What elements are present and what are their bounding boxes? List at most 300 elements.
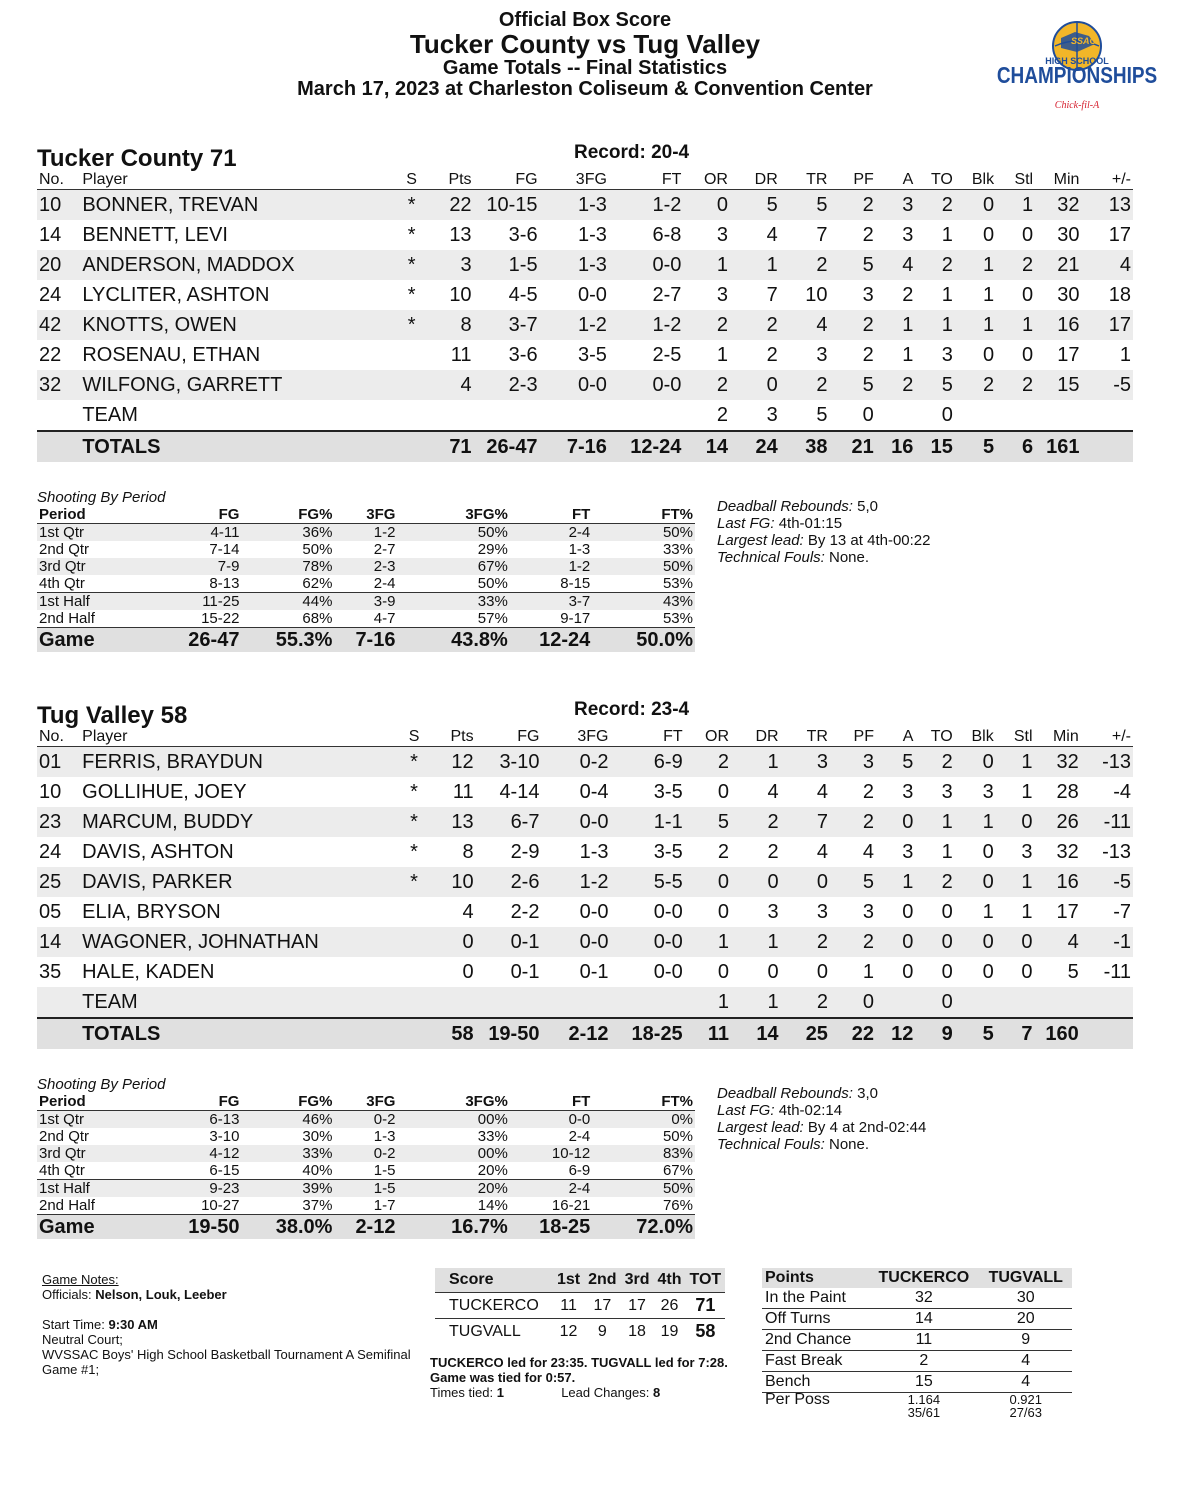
stat-cell: 1 [941,840,953,863]
totals-cell: 14 [683,431,730,462]
shooting-cell: 1st Qtr [37,524,169,542]
score-by-period-table [435,1268,725,1344]
shooting-cell: 29% [477,541,508,558]
stat-cell: 4 [876,250,916,280]
shooting-cell: 1-3 [373,1128,396,1145]
note-label: Largest lead: [717,532,804,549]
stat-cell: 3-7 [474,310,540,340]
game-date-venue: March 17, 2023 at Charleston Coliseum & Convention Center [297,78,873,101]
stat-cell: 15 [1035,370,1081,400]
stat-cell: 0 [876,927,915,957]
stat-cell: 2 [915,867,954,897]
stat-cell: 0 [955,190,996,221]
points-column-header: TUCKERCO [868,1268,979,1288]
per-poss-value: 1.164 [907,1392,941,1407]
stat-cell: 0 [731,867,781,897]
stat-cell: 32 [37,370,80,400]
totals-cell: 6 [996,431,1035,462]
stat-cell: 14 [39,223,62,246]
score-cell: 71 [685,1293,725,1319]
stat-cell: 3 [830,747,876,778]
points-cell: 11 [868,1330,979,1351]
stat-cell: 0 [717,900,730,923]
stat-cell: 42 [37,310,80,340]
shooting-caption: Shooting By Period [37,1076,166,1093]
stat-cell: 1-2 [540,310,609,340]
score-cell: 17 [584,1293,620,1319]
shooting-cell: 67% [662,1162,693,1179]
totals-cell: 19-50 [476,1018,542,1049]
stat-cell: 4 [862,840,874,863]
stat-cell: 5 [816,403,828,426]
stat-cell: GOLLIHUE, JOEY [82,780,247,803]
stat-cell: 23 [37,807,80,837]
shooting-cell: 0-2 [334,1145,397,1162]
totals-cell: 21 [829,431,875,462]
shooting-game-cell: 16.7% [397,1215,509,1240]
stat-cell: 8 [462,840,474,863]
stat-cell: 0 [685,867,731,897]
totals-cell [37,1018,80,1049]
score-row [435,1293,725,1319]
player-row [37,867,1133,897]
stat-cell: 5-5 [610,867,684,897]
stat-cell: 5 [829,250,875,280]
shooting-cell: 11-25 [169,593,242,611]
shooting-column-header: FT [510,506,592,524]
totals-cell: 11 [685,1018,731,1049]
shooting-cell: 2nd Half [39,610,95,627]
box-score-table [37,728,1133,1049]
points-cell: 14 [868,1309,979,1330]
stat-cell: LYCLITER, ASHTON [82,283,270,306]
column-header: Pts [427,171,473,190]
column-header: Blk [955,171,996,190]
shooting-cell: 1-7 [373,1197,396,1214]
note-line [717,1085,926,1102]
shooting-cell: 3rd Qtr [37,1145,169,1162]
shooting-table [37,506,695,652]
column-header: A [876,728,915,747]
stat-cell [399,927,430,957]
stat-cell: 3-5 [578,343,607,366]
stat-cell: 1 [915,807,954,837]
game-notes [42,1272,422,1377]
stat-cell: 1 [982,900,994,923]
player-row [37,897,1133,927]
stat-cell: 3 [781,747,830,778]
stat-cell: 3 [716,283,728,306]
totals-cell: 15 [915,431,955,462]
stat-cell: 2 [683,370,730,400]
shooting-row [37,1111,695,1129]
column-header: A [876,171,916,190]
stat-cell: 3 [716,223,728,246]
note-value: 5,0 [852,498,878,515]
stat-cell: 0-1 [510,960,540,983]
stat-cell: 30 [1057,283,1080,306]
stat-cell: 16 [1035,310,1081,340]
stat-cell: 4 [816,840,828,863]
column-header: Pts [429,728,475,747]
points-cell: 15 [868,1372,979,1393]
totals-cell: 7 [996,1018,1035,1049]
stat-cell: 30 [1057,223,1080,246]
shooting-cell: 0-0 [510,1111,592,1129]
stat-cell: 5 [876,747,915,778]
stat-cell: 3 [862,283,874,306]
column-header: DR [730,171,780,190]
stat-cell: 3 [982,780,994,803]
stat-cell: 32 [1035,190,1081,221]
stat-cell: 0 [1021,960,1033,983]
points-breakdown-table [762,1268,1072,1419]
shooting-cell: 50% [302,541,333,558]
report-header [200,10,970,100]
totals-cell: TOTALS [80,431,396,462]
totals-cell [396,431,427,462]
stat-cell: 1 [685,987,731,1018]
stat-cell: 7 [781,807,830,837]
stat-cell [396,400,427,431]
officials: Nelson, Louk, Leeber [95,1287,227,1302]
stat-cell: 0-0 [579,900,609,923]
shooting-cell: 50% [592,558,695,575]
svg-text:HIGH SCHOOL: HIGH SCHOOL [1045,56,1109,66]
stat-cell: 3 [767,900,779,923]
shooting-cell: 7-14 [209,541,240,558]
stat-cell: 2 [830,927,876,957]
stat-cell: 1-5 [474,250,540,280]
player-row [37,927,1133,957]
stat-cell [541,987,610,1018]
stat-cell: 10-15 [474,190,540,221]
stat-cell: 1 [996,867,1035,897]
note-line [717,1136,926,1153]
stat-cell: * [410,840,418,863]
stat-cell: FERRIS, BRAYDUN [80,747,398,778]
player-row [37,957,1133,987]
shooting-cell: 6-15 [209,1162,240,1179]
stat-cell: 2-2 [510,900,540,923]
column-header: Player [80,728,398,747]
totals-cell [1081,431,1133,462]
shooting-cell: 50% [397,524,509,542]
note-label: Last FG: [717,1102,775,1119]
player-row [37,747,1133,778]
stat-cell: 0 [982,343,995,366]
column-header: Stl [996,171,1035,190]
points-row [762,1288,1072,1309]
points-cell: 4 [980,1351,1073,1372]
stat-cell: 5 [1067,960,1079,983]
stat-cell [37,987,80,1018]
svg-text:CHAMPIONSHIPS: CHAMPIONSHIPS [996,63,1158,89]
stat-cell: 0 [683,190,730,221]
stat-cell: -13 [1081,747,1133,778]
points-cell: 2 [868,1351,979,1372]
stat-cell: 3 [941,343,953,366]
report-title: Official Box Score [498,9,672,31]
stat-cell: 6-9 [610,747,684,778]
stat-cell [396,370,427,400]
stat-cell: 0 [955,927,996,957]
shooting-column-header: FT% [592,506,695,524]
stat-cell: 0 [902,900,914,923]
stat-cell: -11 [1103,960,1131,983]
shooting-cell: 1st Qtr [37,1111,169,1129]
stat-cell: 2 [902,283,914,306]
stat-cell: 3 [427,250,473,280]
stat-cell: 0 [996,807,1035,837]
stat-cell: ANDERSON, MADDOX [80,250,396,280]
stat-cell: 2 [780,250,830,280]
stat-cell: 0-4 [579,780,609,803]
stat-cell [399,897,430,927]
score-column-header: 2nd [584,1268,620,1293]
shooting-cell: 4-12 [169,1145,242,1162]
points-cell: 30 [980,1288,1073,1309]
shooting-cell: 4-7 [373,610,396,627]
stat-cell: 0 [816,960,828,983]
player-row [37,190,1133,221]
stat-cell: 0 [830,987,876,1018]
stat-cell: 1 [876,310,916,340]
stat-cell [876,400,916,431]
stat-cell: KNOTTS, OWEN [80,310,396,340]
stat-cell: 0 [862,403,874,426]
shooting-cell: 83% [592,1145,695,1162]
stat-cell: TEAM [80,987,398,1018]
shooting-cell: 53% [662,610,693,627]
stat-cell: 13 [429,807,475,837]
score-cell: 9 [597,1322,607,1340]
stat-cell: 12 [429,747,475,778]
shooting-cell: 50% [477,575,508,592]
stat-cell [1081,400,1133,431]
shooting-game-cell: 43.8% [397,628,509,653]
stat-cell: WAGONER, JOHNATHAN [80,927,398,957]
shooting-cell: 36% [241,524,334,542]
stat-cell: 0 [1021,223,1034,246]
shooting-game-cell: 38.0% [241,1215,334,1240]
stat-cell: 17 [1056,900,1079,923]
shooting-cell: 3-9 [334,593,397,611]
stat-cell: 1 [955,250,996,280]
start-time-line: Start Time: 9:30 AM [42,1317,158,1332]
shooting-cell: 33% [477,1128,508,1145]
stat-cell: 10 [429,867,475,897]
totals-cell [1081,1018,1133,1049]
stat-cell: 10 [805,283,828,306]
stat-cell: 4 [1035,927,1081,957]
shooting-cell: 2-7 [373,541,396,558]
shooting-cell: 0% [592,1111,695,1129]
totals-row [37,1018,1133,1049]
note-line [717,549,931,566]
shooting-game-cell: 72.0% [592,1215,695,1240]
stat-cell: 16 [1035,867,1081,897]
lead-changes: 8 [652,1385,661,1400]
stat-cell: * [410,780,418,803]
stat-cell: 1 [685,927,731,957]
team-notes [717,1085,926,1153]
stat-cell: 0 [955,747,996,778]
stat-cell: HALE, KADEN [82,960,215,983]
stat-cell: 1 [683,250,730,280]
tied-duration: Game was tied for 0:57. [430,1370,576,1385]
report-subtitle: Game Totals -- Final Statistics [442,57,728,80]
shooting-row [37,558,695,575]
shooting-cell: 53% [662,575,693,592]
stat-cell: 6-7 [476,807,542,837]
shooting-cell: 50% [592,1180,695,1198]
shooting-row [37,575,695,593]
shooting-cell: 1st Half [37,1180,169,1198]
stat-cell: * [399,807,430,837]
totals-cell: 14 [731,1018,781,1049]
shooting-cell: 1-2 [510,558,592,575]
stat-cell [996,987,1035,1018]
stat-cell [996,400,1035,431]
stat-cell: 0-1 [476,927,542,957]
totals-cell: 24 [730,431,780,462]
totals-cell: 5 [955,431,996,462]
shooting-cell: 3-10 [209,1128,240,1145]
shooting-cell: 68% [302,610,333,627]
note-value: 4th-01:15 [774,515,843,532]
points-cell: Off Turns [762,1309,868,1330]
shooting-cell: 4th Qtr [39,1162,85,1179]
stat-cell: 0 [767,960,779,983]
tied-changes-line: Times tied: 1 Lead Changes: 8 [430,1385,661,1400]
shooting-cell: 40% [302,1162,333,1179]
note-label: Deadball Rebounds: [717,1085,853,1102]
column-header: +/- [1081,728,1133,747]
note-value: By 13 at 4th-00:22 [803,532,931,549]
stat-cell: 5 [730,190,780,221]
stat-cell: 2 [829,190,875,221]
shooting-cell: 16-21 [551,1197,591,1214]
stat-cell: 1 [731,927,781,957]
shooting-cell: 2-4 [510,524,592,542]
shooting-by-period [37,489,697,652]
shooting-game-cell: 18-25 [510,1215,592,1240]
shooting-game-cell: 55.3% [241,628,334,653]
stat-cell: 26 [1035,807,1081,837]
per-poss-ratio: 35/61 [907,1405,941,1420]
stat-cell: * [396,190,427,221]
points-cell: 4 [980,1372,1073,1393]
stat-cell: 0 [941,960,953,983]
stat-cell: 0-0 [610,927,684,957]
shooting-game-row [37,628,695,653]
shooting-game-cell: 19-50 [169,1215,242,1240]
stat-cell: 28 [1056,780,1079,803]
column-header: DR [731,728,781,747]
score-cell: 19 [660,1322,679,1340]
stat-cell [399,987,430,1018]
stat-cell: 2 [717,840,730,863]
stat-cell: 3 [902,223,914,246]
note-line [717,1119,926,1136]
team-title: Tucker County 71 [37,145,237,172]
stat-cell: 0 [1021,343,1034,366]
shooting-column-header: FT% [592,1093,695,1111]
stat-cell: -5 [1081,867,1133,897]
column-header: S [396,171,427,190]
stat-cell: 0 [982,223,995,246]
box-score-table [37,171,1133,462]
stat-cell: 2-5 [652,343,682,366]
stat-cell: 0 [717,780,730,803]
points-row [762,1330,1072,1351]
stat-cell: -4 [1113,780,1131,803]
totals-cell: 22 [830,1018,876,1049]
stat-cell: 2 [767,840,779,863]
per-poss-row [762,1393,1072,1420]
stat-cell [476,987,542,1018]
column-header: No. [37,728,80,747]
stat-cell: 2 [731,807,781,837]
stat-cell: 35 [39,960,62,983]
lead-durations: TUCKERCO led for 23:35. TUGVALL led for 7:28. [430,1355,728,1370]
totals-cell: TOTALS [80,1018,398,1049]
shooting-cell: 1-5 [334,1180,397,1198]
column-header: PF [829,171,875,190]
stat-cell: 0 [941,900,953,923]
stat-cell: 1-3 [540,190,609,221]
shooting-table [37,1093,695,1239]
stat-cell: 0 [1021,283,1034,306]
stat-cell: 2 [730,310,780,340]
column-header: PF [830,728,876,747]
stat-cell: 0-0 [541,927,610,957]
stat-cell: 4-14 [499,780,540,803]
shooting-column-header: FG% [241,1093,334,1111]
shooting-game-cell: Game [37,1215,169,1240]
column-header: Min [1035,171,1081,190]
stat-cell: 1-3 [540,250,609,280]
event-note: WVSSAC Boys' High School Basketball Tournament A Semifinal Game #1; [42,1347,411,1377]
player-row [37,777,1133,807]
stat-cell: 1 [1021,900,1033,923]
stat-cell: 5 [780,190,830,221]
stat-cell: * [396,310,427,340]
stat-cell: 0 [955,867,996,897]
stat-cell: 1 [1021,780,1033,803]
points-cell: In the Paint [762,1288,868,1309]
stat-cell: 5 [830,867,876,897]
column-header: S [399,728,430,747]
totals-cell: 12-24 [609,431,683,462]
stat-cell: 4 [427,370,473,400]
stat-cell [955,987,996,1018]
note-label: Technical Fouls: [717,549,825,566]
stat-cell: TEAM [82,403,138,426]
shooting-game-cell: 2-12 [334,1215,397,1240]
stat-cell: 2-6 [476,867,542,897]
points-header-row [762,1268,1072,1288]
shooting-cell: 9-23 [169,1180,242,1198]
points-cell [868,1393,979,1420]
stat-cell [1035,400,1081,431]
shooting-cell: 30% [302,1128,333,1145]
stat-cell: 2 [683,310,730,340]
stat-cell: 3 [902,780,914,803]
stat-cell: -11 [1081,807,1133,837]
shooting-cell: 78% [241,558,334,575]
